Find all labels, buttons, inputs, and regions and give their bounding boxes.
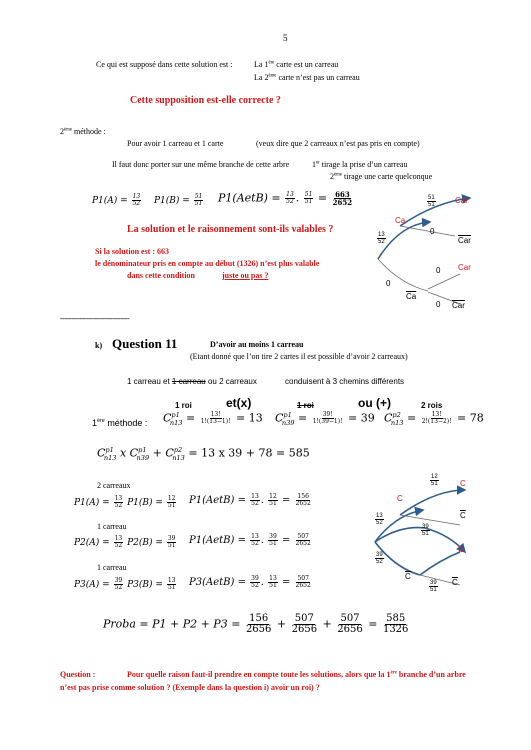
q11-combination: $C^{p1}_{n13}$ x $C^{p1}_{n39} + C^{p2}_{n13} = 13$ x 39 + 78 = 585 [97, 446, 310, 462]
tree1-p-second: $\frac{51}{51}$ [428, 194, 435, 208]
method2-red-line3a: dans cette condition [127, 271, 195, 280]
q11-h-1roi-strike: 1 roi [297, 401, 314, 410]
tree2-c-top: C [460, 479, 466, 488]
case2-a: P2(A) = $\frac{13}{52}$ P2(B) = $\frac{39}{51}$ [74, 535, 176, 549]
tree2-p-3952: $\frac{39}{52}$ [376, 551, 383, 565]
final-question-label: Question : [60, 670, 96, 679]
case2-title: 1 carreau [97, 522, 127, 531]
final-question-line2: n’est pas prise comme solution ? (Exemple dans la question i) avoir un roi) ? [60, 683, 320, 692]
q11-c2: $C^{p1}_{n39}$ = $\frac{39!}{1!(39-1)!}$ = 39 [275, 411, 375, 427]
method2-line2b: 1er tirage la prise d’un carreau [312, 160, 408, 169]
tree1-ca-bar: $\overline{Ca}$ [406, 292, 417, 301]
tree1-car: Car [455, 196, 468, 205]
case1-a: P1(A) = $\frac{13}{52}$ P1(B) = $\frac{12}{51}$ [74, 495, 176, 509]
tree1-branch-car-b [428, 274, 460, 289]
q11-title: Question 11 [112, 336, 178, 351]
tree1-zero-c: 0 [386, 279, 391, 288]
q11-h-1roi: 1 roi [175, 401, 192, 410]
method2-line1-note: (veux dire que 2 carreaux n’est pas pris en compte) [256, 139, 420, 148]
tree1-car-bottom: Car [458, 263, 471, 272]
case3-ab: P3(AetB) = $\frac{39}{52}$ . $\frac{13}{51}$ = $\frac{507}{2652}$ [189, 575, 311, 589]
tree2-branch-cc [400, 490, 465, 515]
tree1-zero-a: 0 [430, 227, 435, 236]
tree1-p-first: $\frac{13}{52}$ [378, 231, 385, 245]
q11-options: 1 carreau et 1 carreau ou 2 carreaux [127, 377, 257, 386]
page-number: 5 [283, 33, 288, 43]
tree2-branch-cbar-c [420, 552, 460, 575]
proba-sum: Proba = P1 + P2 + P3 = $\frac{156}{2656}$ + $\frac{507}{2656}$ + $\frac{507}{2656}$ = $\frac{585}{1326}$ [103, 613, 409, 635]
case2-ab: P1(AetB) = $\frac{13}{52}$ . $\frac{39}{51}$ = $\frac{507}{2652}$ [189, 533, 311, 547]
tree2-cbar-bottom: $\overline{C}$ [452, 578, 458, 587]
tree1-zero-d: 0 [436, 300, 441, 309]
case1-ab: P1(AetB) = $\frac{13}{52}$ . $\frac{12}{51}$ = $\frac{156}{2652}$ [189, 493, 311, 507]
tree1-car-bottom-bar: $\overline{Car}$ [452, 301, 465, 310]
q11-h-ou: ou (+) [358, 396, 391, 410]
tree2-c-mid: C [458, 545, 464, 554]
q11-c3: $C^{p2}_{n13}$ = $\frac{13!}{2!(13-2)!}$ = 78 [384, 411, 484, 427]
q11-note: (Etant donné que l’on tire 2 cartes il est possible d’avoir 2 carreaux) [190, 352, 408, 361]
q11-c1: $C^{p1}_{n13}$ = $\frac{13!}{1!(13-1)!}$ = 13 [163, 411, 263, 427]
tree2-p-3951a: $\frac{39}{51}$ [422, 523, 429, 537]
m2-pB: P1(B) = $\frac{51}{51}$ [154, 193, 203, 207]
q11-subtitle: D’avoir au moins 1 carreau [210, 340, 304, 349]
tree1-zero-b: 0 [436, 266, 441, 275]
tree2-p-3951b: $\frac{39}{51}$ [430, 579, 437, 593]
method2-title: 2ème méthode : [60, 127, 106, 136]
final-question-line1: Pour quelle raison faut-il prendre en compte toute les solutions, alors que la 1ère branche d’un arbre [127, 670, 466, 679]
q11-options-note: conduisent à 3 chemins différents [285, 377, 405, 386]
tree2-p-1251: $\frac{12}{51}$ [431, 473, 438, 487]
intro-question: Ce qui est supposé dans cette solution est : [96, 60, 233, 69]
tree2-cbar-top: $\overline{C}$ [460, 511, 466, 520]
method2-line2a: Il faut donc porter sur une même branche de cette arbre [112, 160, 290, 169]
separator: -------------------------------- [60, 314, 130, 323]
tree2-p-1352: $\frac{13}{52}$ [376, 512, 383, 526]
q11-h-et: et(x) [226, 396, 252, 410]
tree2-c-left: C [397, 494, 403, 503]
tree1-car-bar: $\overline{Car}$ [458, 236, 471, 245]
m2-pAB: P1(AetB) = $\frac{13}{52}$ . $\frac{51}{51}$ = $\frac{663}{2652}$ [218, 190, 353, 207]
case1-title: 2 carreaux [97, 481, 131, 490]
q11-method1: 1ère méthode : [92, 418, 148, 428]
probability-tree-1 [360, 184, 490, 314]
tree1-branch-car-bar [400, 226, 455, 236]
intro-red-question: Cette supposition est-elle correcte ? [130, 95, 281, 106]
method2-red-question: La solution et le raisonnement sont-ils valables ? [127, 224, 334, 235]
tree1-ca: Ca [395, 216, 406, 225]
method2-red-line1: Si la solution est : 663 [95, 247, 170, 256]
case3-title: 1 carreau [97, 563, 127, 572]
method2-line3: 2ème tirage une carte quelconque [330, 172, 433, 181]
q11-h-2rois: 2 rois [421, 401, 443, 410]
method2-red-line2: le dénominateur pris en compte au début (1326) n’est plus valable [95, 259, 320, 268]
probability-tree-2 [365, 480, 485, 605]
intro-line-2: La 2ème carte n’est pas un carreau [254, 73, 360, 82]
tree2-cbar-left: $\overline{C}$ [405, 572, 411, 581]
case3-a: P3(A) = $\frac{39}{52}$ P3(B) = $\frac{13}{51}$ [74, 577, 176, 591]
intro-line-1: La 1ère carte est un carreau [254, 60, 339, 69]
m2-pA: P1(A) = $\frac{13}{52}$ [92, 193, 141, 207]
method2-red-line3b: juste ou pas ? [222, 271, 269, 280]
q11-letter: k) [95, 341, 103, 350]
method2-line1: Pour avoir 1 carreau et 1 carte [127, 139, 224, 148]
